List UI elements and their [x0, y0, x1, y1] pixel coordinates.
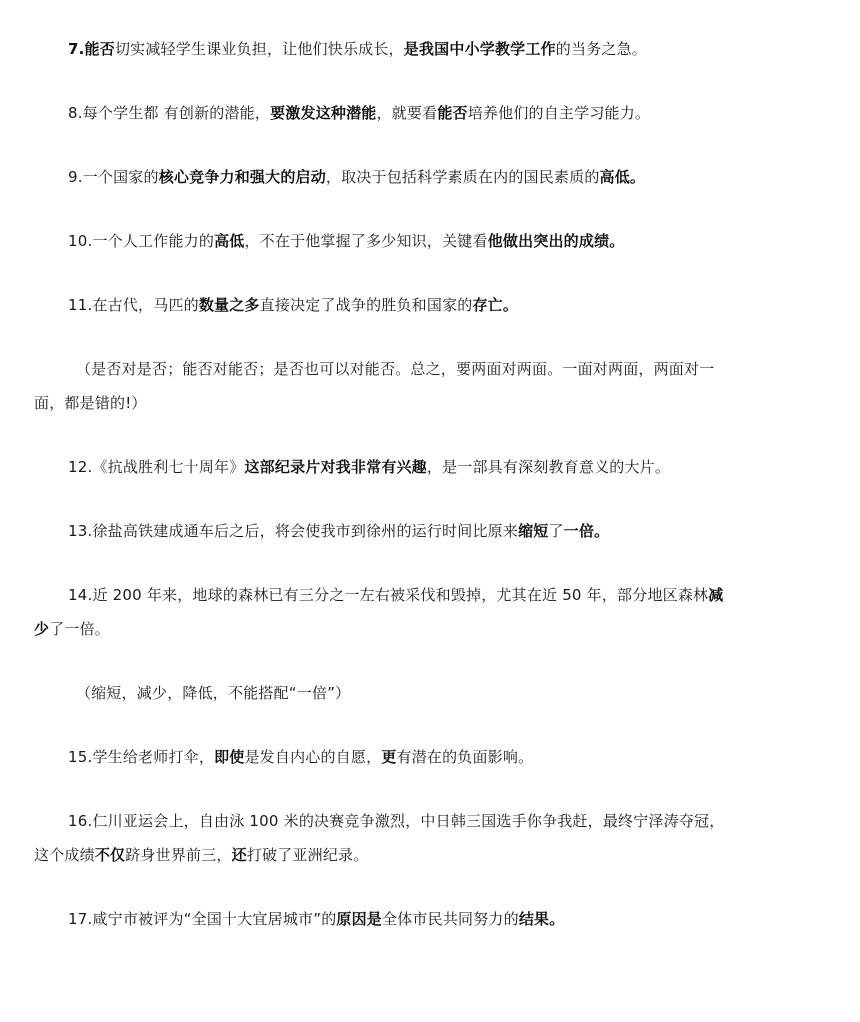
item-8: 8.每个学生都 有创新的潜能，要激发这种潜能，就要看能否培养他们的自主学习能力。 — [68, 104, 651, 122]
item-11: 11.在古代，马匹的数量之多直接决定了战争的胜负和国家的存亡。 — [68, 296, 519, 314]
item-12: 12.《抗战胜利七十周年》这部纪录片对我非常有兴趣，是一部具有深刻教育意义的大片。 — [68, 458, 671, 476]
note-shifou: （是否对是否；能否对能否；是否也可以对能否。总之，要两面对两面。一面对两面，两面对一面，都是错的!） — [34, 360, 715, 412]
item-9: 9.一个国家的核心竞争力和强大的启动，取决于包括科学素质在内的国民素质的高低。 — [68, 168, 646, 186]
item-16: 16.仁川亚运会上，自由泳 100 米的决赛竞争激烈，中日韩三国选手你争我赶，最终宁泽涛夺冠，这个成绩不仅跻身世界前三，还打破了亚洲纪录。 — [34, 812, 725, 864]
item-17: 17.咸宁市被评为“全国十大宜居城市”的原因是全体市民共同努力的结果。 — [68, 910, 565, 928]
item-15: 15.学生给老师打伞，即使是发自内心的自愿，更有潜在的负面影响。 — [68, 748, 534, 766]
item-13: 13.徐盐高铁建成通车后之后，将会使我市到徐州的运行时间比原来缩短了一倍。 — [68, 522, 610, 540]
item-10: 10.一个人工作能力的高低，不在于他掌握了多少知识，关键看他做出突出的成绩。 — [68, 232, 625, 250]
note-yibei: （缩短，减少，降低，不能搭配“一倍”） — [76, 684, 351, 702]
item-7: 7.能否切实减轻学生课业负担，让他们快乐成长，是我国中小学教学工作的当务之急。 — [68, 40, 647, 58]
item-14: 14.近 200 年来，地球的森林已有三分之一左右被采伐和毁掉，尤其在近 50 年，部分地区森林减少了一倍。 — [34, 586, 724, 638]
